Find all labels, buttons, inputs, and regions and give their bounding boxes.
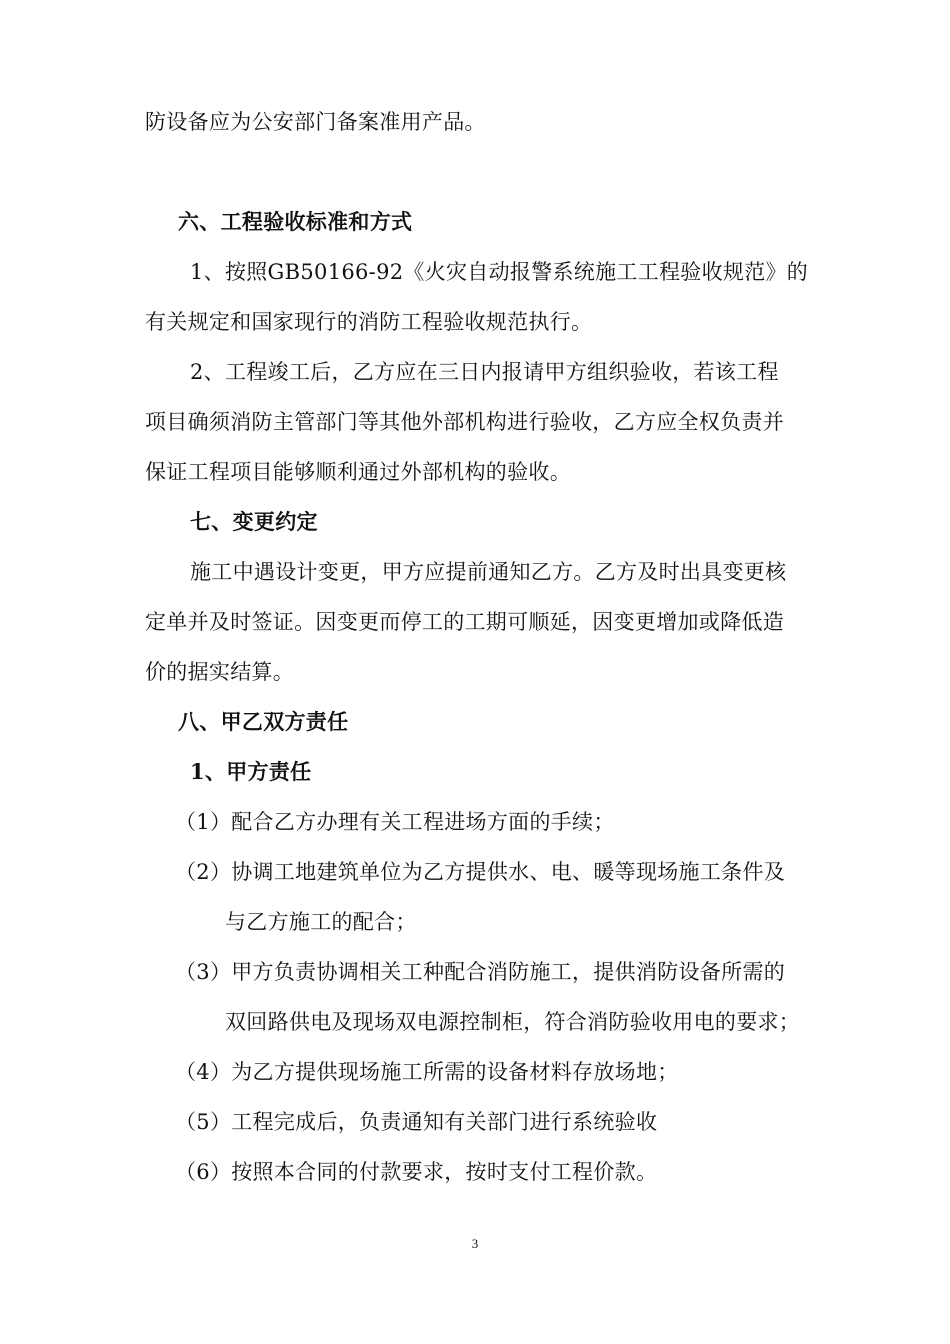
paragraph-line: 项目确须消防主管部门等其他外部机构进行验收，乙方应全权负责并 bbox=[145, 410, 784, 434]
list-item: （3）甲方负责协调相关工种配合消防施工，提供消防设备所需的 bbox=[175, 960, 786, 984]
subsection-heading-party-a: 1、甲方责任 bbox=[190, 759, 312, 784]
paragraph-line: 1、按照GB50166-92《火灾自动报警系统施工工程验收规范》的 bbox=[190, 260, 809, 284]
list-item: （1）配合乙方办理有关工程进场方面的手续； bbox=[175, 810, 615, 834]
paragraph-line: 定单并及时签证。因变更而停工的工期可顺延，因变更增加或降低造 bbox=[145, 610, 784, 634]
paragraph-line: 施工中遇设计变更，甲方应提前通知乙方。乙方及时出具变更核 bbox=[190, 560, 787, 584]
list-item: （5）工程完成后，负责通知有关部门进行系统验收 bbox=[175, 1110, 658, 1134]
paragraph-line: 防设备应为公安部门备案准用产品。 bbox=[145, 110, 486, 134]
section-heading-acceptance: 六、工程验收标准和方式 bbox=[178, 209, 413, 234]
list-item-continuation: 双回路供电及现场双电源控制柜，符合消防验收用电的要求； bbox=[225, 1010, 801, 1034]
list-item-continuation: 与乙方施工的配合； bbox=[225, 910, 417, 934]
list-item: （6）按照本合同的付款要求，按时支付工程价款。 bbox=[175, 1160, 658, 1184]
list-item: （4）为乙方提供现场施工所需的设备材料存放场地； bbox=[175, 1060, 679, 1084]
paragraph-line: 2、工程竣工后，乙方应在三日内报请甲方组织验收，若该工程 bbox=[190, 360, 779, 384]
page-number: 3 bbox=[471, 1236, 479, 1251]
paragraph-line: 价的据实结算。 bbox=[145, 660, 295, 684]
list-item: （2）协调工地建筑单位为乙方提供水、电、暖等现场施工条件及 bbox=[175, 860, 786, 884]
paragraph-line: 保证工程项目能够顺利通过外部机构的验收。 bbox=[145, 460, 571, 484]
section-heading-responsibilities: 八、甲乙双方责任 bbox=[178, 709, 349, 734]
paragraph-line: 有关规定和国家现行的消防工程验收规范执行。 bbox=[145, 310, 593, 334]
section-heading-changes: 七、变更约定 bbox=[190, 509, 318, 534]
